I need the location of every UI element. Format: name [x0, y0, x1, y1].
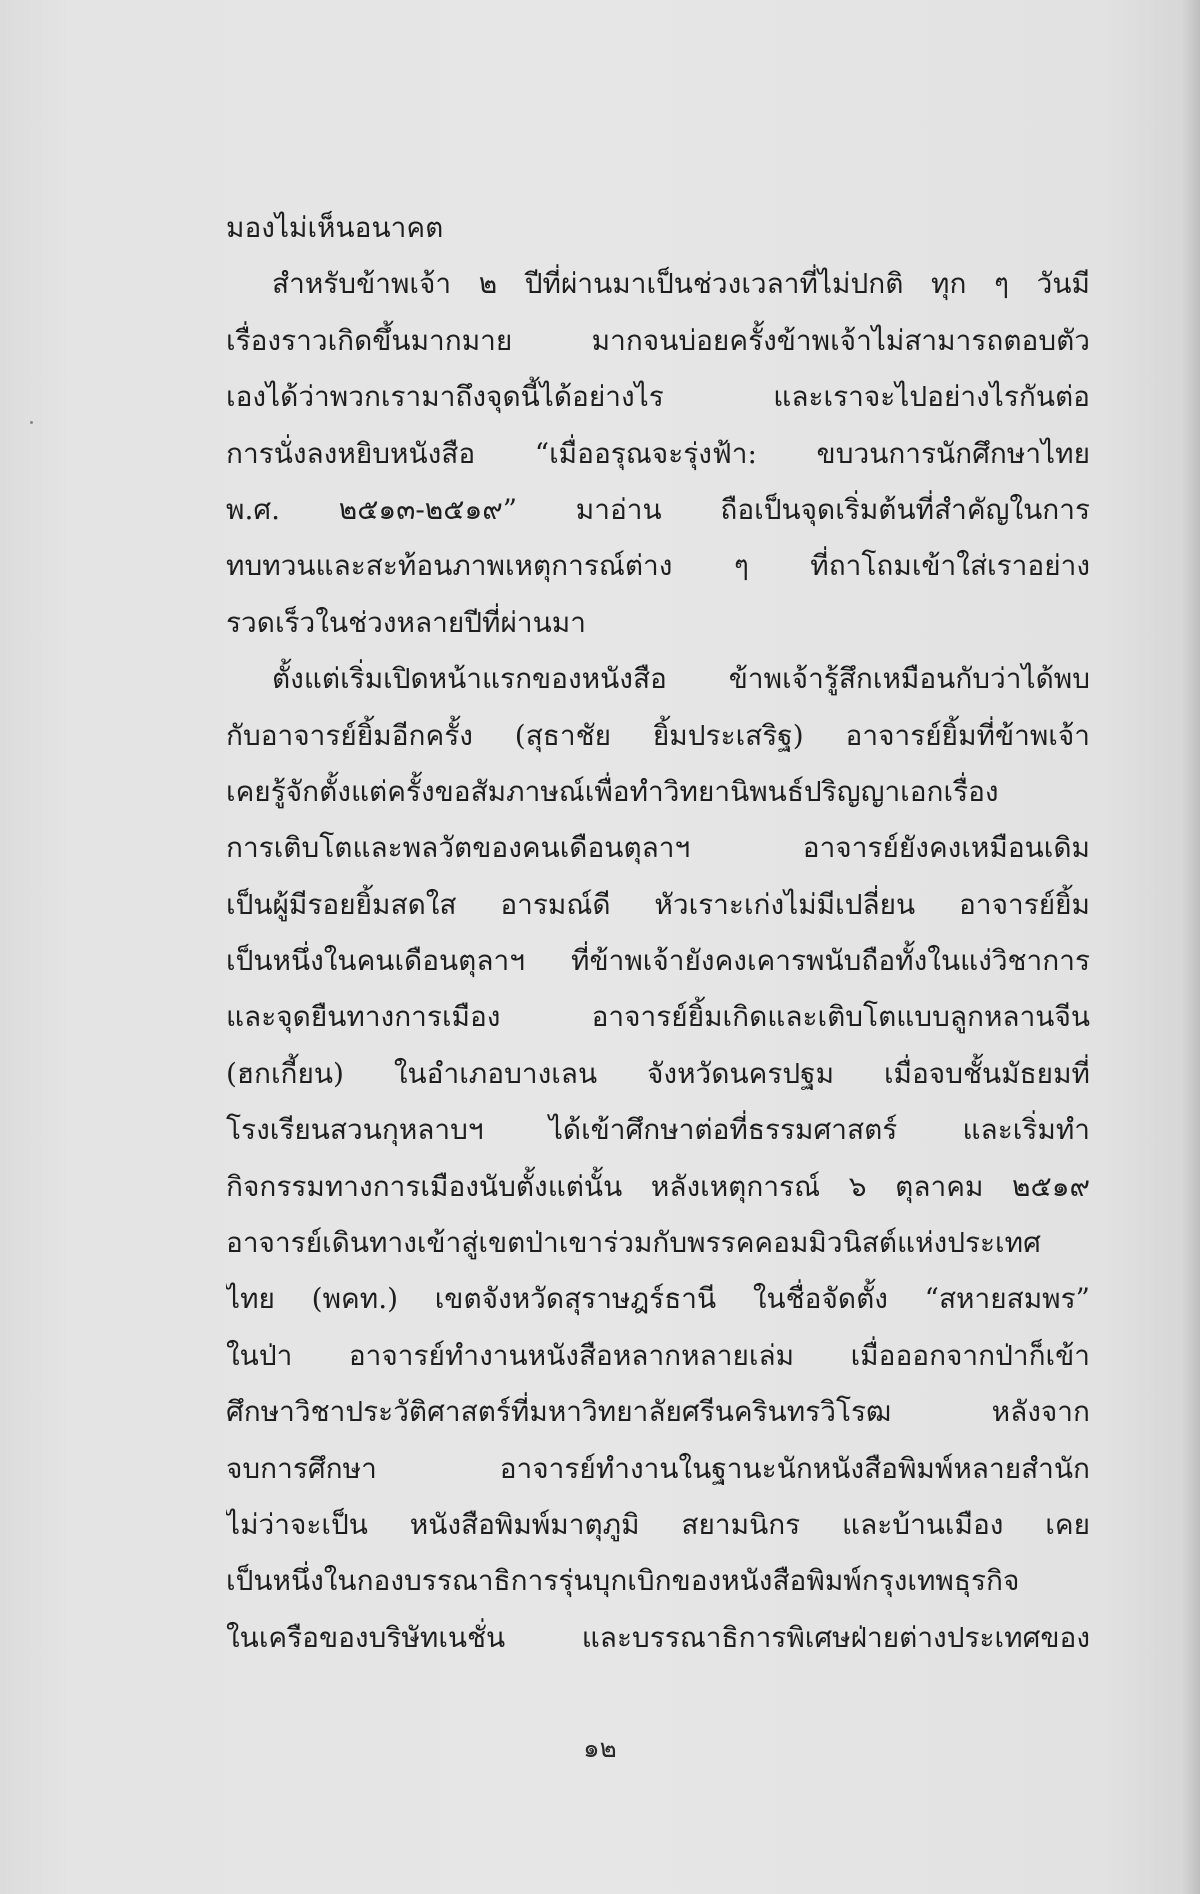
text-line: รวดเร็วในช่วงหลายปีที่ผ่านมา [226, 605, 586, 639]
text-line: การเติบโตและพลวัตของคนเดือนตุลาฯ อาจารย์ยังคงเหมือนเดิม [226, 831, 1090, 865]
text-line: พ.ศ. ๒๕๑๓-๒๕๑๙” มาอ่าน ถือเป็นจุดเริ่มต้นที่สำคัญในการ [226, 492, 1090, 526]
text-line: สำหรับข้าพเจ้า ๒ ปีที่ผ่านมาเป็นช่วงเวลาที่ไม่ปกติ ทุก ๆ วันมี [272, 267, 1090, 301]
text-line: เป็นผู้มีรอยยิ้มสดใส อารมณ์ดี หัวเราะเก่งไม่มีเปลี่ยน อาจารย์ยิ้ม [226, 887, 1090, 921]
text-line: เป็นหนึ่งในคนเดือนตุลาฯ ที่ข้าพเจ้ายังคงเคารพนับถือทั้งในแง่วิชาการ [226, 944, 1090, 978]
text-line: ในป่า อาจารย์ทำงานหนังสือหลากหลายเล่ม เมื่อออกจากป่าก็เข้า [226, 1338, 1090, 1372]
text-line: เป็นหนึ่งในกองบรรณาธิการรุ่นบุกเบิกของหนังสือพิมพ์กรุงเทพธุรกิจ [226, 1564, 1020, 1598]
text-line: ศึกษาวิชาประวัติศาสตร์ที่มหาวิทยาลัยศรีนครินทรวิโรฒ หลังจาก [226, 1395, 1090, 1429]
text-line: โรงเรียนสวนกุหลาบฯ ได้เข้าศึกษาต่อที่ธรรมศาสตร์ และเริ่มทำ [226, 1113, 1090, 1147]
text-line: จบการศึกษา อาจารย์ทำงานในฐานะนักหนังสือพิมพ์หลายสำนัก [226, 1451, 1090, 1485]
text-line: (ฮกเกี้ยน) ในอำเภอบางเลน จังหวัดนครปฐม เมื่อจบชั้นมัธยมที่ [226, 1056, 1090, 1090]
text-line: ในเครือของบริษัทเนชั่น และบรรณาธิการพิเศษฝ่ายต่างประเทศของ [226, 1620, 1090, 1654]
scan-speck [30, 421, 33, 424]
text-line: ไม่ว่าจะเป็น หนังสือพิมพ์มาตุภูมิ สยามนิกร และบ้านเมือง เคย [226, 1507, 1090, 1541]
text-line: ไทย (พคท.) เขตจังหวัดสุราษฎร์ธานี ในชื่อจัดตั้ง “สหายสมพร” [226, 1282, 1090, 1316]
body-text [226, 200, 1090, 1666]
text-line: เองได้ว่าพวกเรามาถึงจุดนี้ได้อย่างไร และเราจะไปอย่างไรกันต่อ [226, 380, 1090, 414]
page-edge-shadow [1182, 0, 1200, 1894]
text-line: มองไม่เห็นอนาคต [226, 211, 444, 244]
page-number: ๑๒ [583, 1734, 617, 1764]
text-line: ตั้งแต่เริ่มเปิดหน้าแรกของหนังสือ ข้าพเจ้ารู้สึกเหมือนกับว่าได้พบ [272, 662, 1090, 696]
text-line: อาจารย์เดินทางเข้าสู่เขตป่าเขาร่วมกับพรรคคอมมิวนิสต์แห่งประเทศ [226, 1226, 1041, 1260]
text-line: การนั่งลงหยิบหนังสือ “เมื่ออรุณจะรุ่งฟ้า: ขบวนการนักศึกษาไทย [226, 436, 1090, 470]
text-line: กิจกรรมทางการเมืองนับตั้งแต่นั้น หลังเหตุการณ์ ๖ ตุลาคม ๒๕๑๙ [226, 1169, 1090, 1203]
text-line: และจุดยืนทางการเมือง อาจารย์ยิ้มเกิดและเติบโตแบบลูกหลานจีน [226, 1000, 1090, 1034]
text-line: ทบทวนและสะท้อนภาพเหตุการณ์ต่าง ๆ ที่ถาโถมเข้าใส่เราอย่าง [226, 549, 1090, 583]
text-line: เคยรู้จักตั้งแต่ครั้งขอสัมภาษณ์เพื่อทำวิทยานิพนธ์ปริญญาเอกเรื่อง [226, 774, 999, 808]
text-line: กับอาจารย์ยิ้มอีกครั้ง (สุธาชัย ยิ้มประเสริฐ) อาจารย์ยิ้มที่ข้าพเจ้า [226, 718, 1090, 752]
text-line: เรื่องราวเกิดขึ้นมากมาย มากจนบ่อยครั้งข้าพเจ้าไม่สามารถตอบตัว [226, 323, 1090, 357]
